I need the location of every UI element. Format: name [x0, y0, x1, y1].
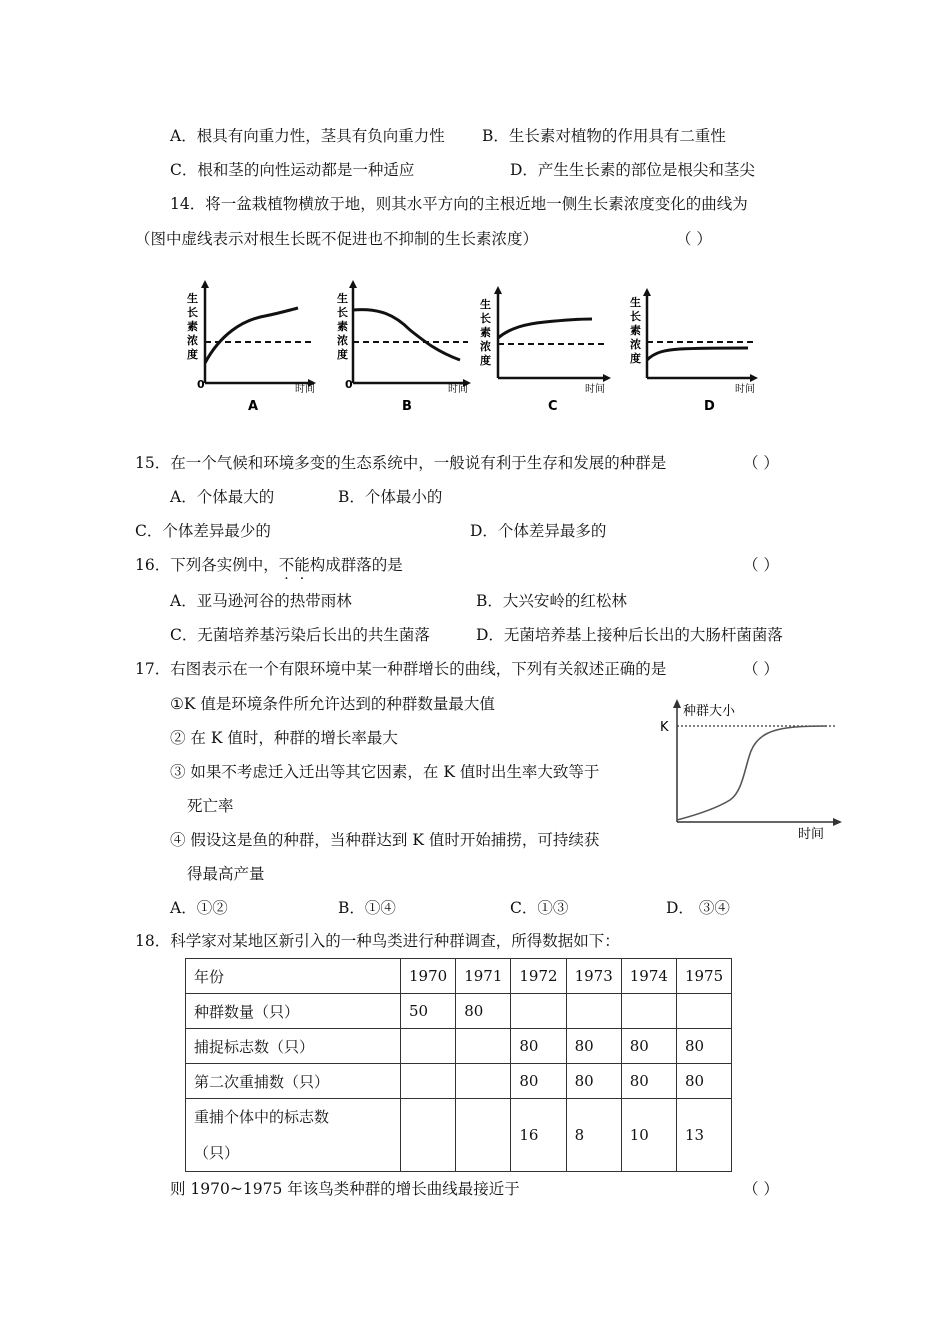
table-cell: 16	[511, 1099, 566, 1172]
table-cell: 80	[676, 1029, 731, 1064]
x-axis-arrow	[750, 374, 758, 382]
q17-statement-4: ④ 假设这是鱼的种群，当种群达到 K 值时开始捕捞，可持续获	[170, 831, 600, 849]
table-cell: 80	[621, 1029, 676, 1064]
curve-c	[498, 319, 592, 338]
q18-data-table	[185, 958, 732, 1172]
q14-stem: 14．将一盆栽植物横放于地，则其水平方向的主根近地一侧生长素浓度变化的曲线为	[170, 195, 748, 213]
panel-letter: D	[704, 399, 715, 414]
y-axis-arrow	[349, 280, 357, 288]
q18-answer-paren: （ ）	[743, 1180, 779, 1198]
q13-option-a: A．根具有向重力性，茎具有负向重力性	[170, 127, 445, 145]
y-label-char: 浓	[630, 338, 641, 351]
q14-panel-b	[337, 280, 471, 414]
s-curve	[677, 726, 827, 820]
table-cell: 8	[566, 1099, 621, 1172]
q16-stem	[135, 554, 403, 576]
q17-option-a: A．①②	[170, 899, 228, 917]
q15-answer-paren: （ ）	[743, 454, 779, 472]
q16-stem-post: 构成群落的是	[309, 556, 403, 574]
q17-statement-1: ①K 值是环境条件所允许达到的种群数量最大值	[170, 695, 495, 713]
header-cell: 1974	[621, 959, 676, 994]
table-cell	[456, 1064, 511, 1099]
table-cell: 80	[566, 1029, 621, 1064]
q15-option-a: A．个体最大的	[170, 488, 275, 506]
q16-option-c: C．无菌培养基污染后长出的共生菌落	[170, 626, 430, 644]
y-axis-arrow	[643, 288, 651, 296]
q13-option-d: D．产生生长素的部位是根尖和茎尖	[510, 161, 755, 179]
row-label: 种群数量（只）	[186, 994, 401, 1029]
q18-tail: 则 1970~1975 年该鸟类种群的增长曲线最接近于	[170, 1180, 520, 1198]
y-label-char: 素	[187, 320, 198, 333]
header-cell: 1972	[511, 959, 566, 994]
y-label-char: 长	[630, 310, 641, 323]
q15-option-d: D．个体差异最多的	[470, 522, 607, 540]
q13-option-c: C．根和茎的向性运动都是一种适应	[170, 161, 415, 179]
table-cell: 80	[621, 1064, 676, 1099]
table-cell	[401, 1029, 456, 1064]
q14-panel-d	[630, 288, 758, 414]
header-cell: 1970	[401, 959, 456, 994]
table-cell: 80	[511, 1029, 566, 1064]
table-cell: 10	[621, 1099, 676, 1172]
x-axis-label: 时间	[798, 827, 825, 842]
q13-option-b: B．生长素对植物的作用具有二重性	[482, 127, 726, 145]
table-cell	[456, 1099, 511, 1172]
q17-option-c: C．①③	[510, 899, 569, 917]
table-header-row	[186, 959, 732, 994]
table-cell	[456, 1029, 511, 1064]
row-label-line-1: 重捕个体中的标志数	[194, 1108, 330, 1126]
x-label: 时间	[585, 384, 605, 395]
y-label-char: 长	[337, 306, 348, 319]
curve-b	[353, 310, 460, 360]
q14-stem-note: （图中虚线表示对根生长既不促进也不抑制的生长素浓度）	[135, 230, 539, 248]
y-label-char: 长	[480, 312, 491, 325]
q17-option-d: D． ③④	[666, 899, 730, 917]
q16-option-d: D．无菌培养基上接种后长出的大肠杆菌菌落	[476, 626, 783, 644]
q15-option-b: B．个体最小的	[338, 488, 443, 506]
table-cell	[566, 994, 621, 1029]
y-label-char: 度	[480, 354, 491, 367]
y-label-char: 浓	[480, 340, 491, 353]
row-label: 第二次重捕数（只）	[186, 1064, 401, 1099]
q17-statement-3-cont: 死亡率	[187, 797, 234, 815]
header-cell: 1975	[676, 959, 731, 994]
header-cell: 1973	[566, 959, 621, 994]
y-label-char: 生	[630, 296, 641, 309]
x-axis-arrow	[833, 818, 842, 826]
q17-option-b: B．①④	[338, 899, 396, 917]
y-label-char: 浓	[187, 334, 198, 347]
q17-growth-graph	[655, 696, 855, 846]
table-cell	[676, 994, 731, 1029]
y-axis-arrow	[494, 286, 502, 294]
y-label-char: 生	[337, 292, 348, 305]
q16-option-b: B．大兴安岭的红松林	[476, 592, 627, 610]
q17-statement-4-cont: 得最高产量	[187, 865, 265, 883]
q15-option-c: C．个体差异最少的	[135, 522, 271, 540]
table-row	[186, 1029, 732, 1064]
q14-answer-paren: （ ）	[676, 230, 712, 248]
q17-stem: 17．右图表示在一个有限环境中某一种群增长的曲线，下列有关叙述正确的是	[135, 660, 667, 678]
q14-figure	[180, 280, 770, 420]
q16-option-a: A．亚马逊河谷的热带雨林	[170, 592, 352, 610]
q18-stem: 18．科学家对某地区新引入的一种鸟类进行种群调查，所得数据如下：	[135, 932, 620, 950]
curve-d	[647, 348, 748, 360]
q16-answer-paren: （ ）	[743, 556, 779, 574]
table-cell: 50	[401, 994, 456, 1029]
origin-label: 0	[345, 378, 353, 391]
y-label-char: 浓	[337, 334, 348, 347]
y-label-char: 素	[337, 320, 348, 333]
table-cell: 80	[566, 1064, 621, 1099]
y-label-char: 生	[187, 292, 198, 305]
row-label-line-2: （只）	[194, 1144, 240, 1162]
table-cell: 80	[511, 1064, 566, 1099]
panel-letter: C	[548, 399, 558, 414]
y-axis-arrow	[673, 699, 681, 708]
table-cell	[511, 994, 566, 1029]
x-label: 时间	[735, 384, 755, 395]
q15-stem: 15．在一个气候和环境多变的生态系统中，一般说有利于生存和发展的种群是	[135, 454, 667, 472]
table-cell	[401, 1064, 456, 1099]
q14-panel-c	[480, 286, 611, 414]
y-label-char: 度	[337, 348, 348, 361]
y-label-char: 素	[630, 324, 641, 337]
table-row	[186, 994, 732, 1029]
table-row	[186, 1099, 732, 1172]
table-cell: 80	[676, 1064, 731, 1099]
q17-answer-paren: （ ）	[743, 660, 779, 678]
y-axis-arrow	[201, 280, 209, 288]
curve-a	[205, 308, 298, 363]
k-label: K	[660, 720, 669, 735]
table-cell: 80	[456, 994, 511, 1029]
y-label-char: 度	[187, 348, 198, 361]
header-cell: 1971	[456, 959, 511, 994]
origin-label: 0	[197, 378, 205, 391]
y-label-char: 度	[630, 352, 641, 365]
y-label-char: 长	[187, 306, 198, 319]
table-cell	[621, 994, 676, 1029]
q16-stem-pre: 16．下列各实例中，	[135, 556, 279, 574]
row-label: 捕捉标志数（只）	[186, 1029, 401, 1064]
y-label-char: 素	[480, 326, 491, 339]
x-label: 时间	[448, 384, 468, 395]
table-cell	[401, 1099, 456, 1172]
q17-statement-2: ② 在 K 值时，种群的增长率最大	[170, 729, 398, 747]
table-row	[186, 1064, 732, 1099]
q16-stem-emphasis-1: 不	[278, 556, 295, 574]
panel-letter: A	[248, 399, 259, 414]
x-axis-arrow	[603, 374, 611, 382]
q14-panel-a	[187, 280, 316, 414]
row-label	[186, 1099, 401, 1172]
table-cell: 13	[676, 1099, 731, 1172]
panel-letter: B	[402, 399, 412, 414]
q16-stem-emphasis-2: 能	[294, 556, 310, 574]
y-axis-label: 种群大小	[683, 704, 736, 719]
x-label: 时间	[295, 384, 315, 395]
y-label-char: 生	[480, 298, 491, 311]
q17-statement-3: ③ 如果不考虑迁入迁出等其它因素，在 K 值时出生率大致等于	[170, 763, 600, 781]
header-cell: 年份	[186, 959, 401, 994]
